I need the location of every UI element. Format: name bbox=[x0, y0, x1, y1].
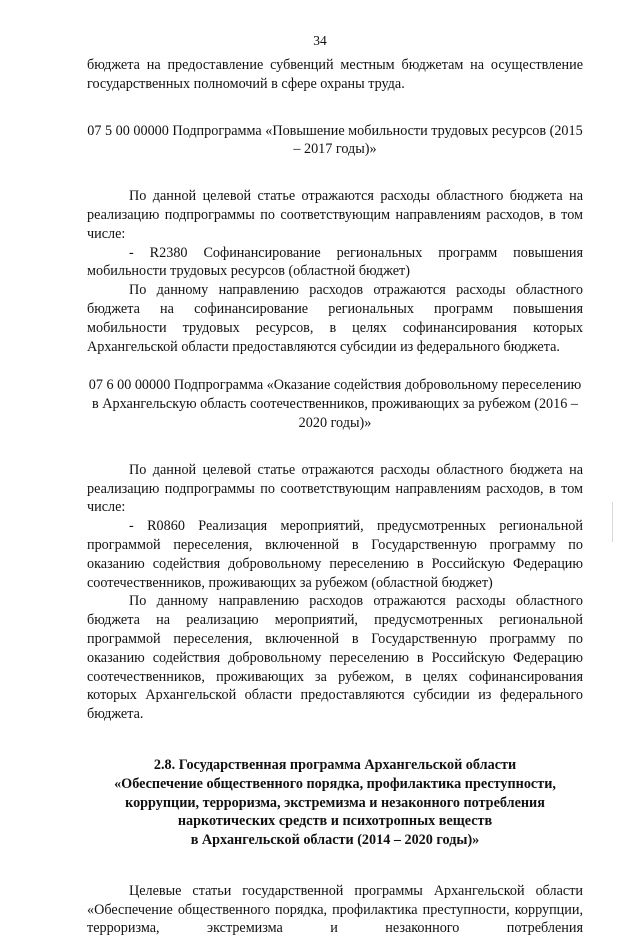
section-heading-line: «Обеспечение общественного порядка, профилактика преступности, bbox=[114, 775, 556, 792]
intro-paragraph: бюджета на предоставление субвенций местным бюджетам на осуществление государственных полномочий в сфере охраны труда. bbox=[87, 57, 583, 92]
subprogram-07-5-item-r2380-description: По данному направлению расходов отражаются расходы областного бюджета на софинансирование региональных программ повышения мобильности трудовых ресурсов, в целях софинансирования которых Архангельской области предоставляются субсидии из федерального бюджета. bbox=[87, 282, 583, 355]
subprogram-07-5-description: По данной целевой статье отражаются расходы областного бюджета на реализацию подпрограммы по соответствующим направлениям расходов, в том числе: bbox=[87, 188, 583, 242]
section-heading-line: наркотических средств и психотропных веществ bbox=[177, 813, 493, 830]
section-heading-2-8 bbox=[87, 756, 583, 850]
scan-artifact bbox=[612, 502, 613, 542]
document-body bbox=[87, 56, 583, 938]
subprogram-07-5-item-r2380: - R2380 Софинансирование региональных программ повышения мобильности трудовых ресурсов (областной бюджет) bbox=[87, 244, 583, 280]
subprogram-heading-07-5: 07 5 00 00000 Подпрограмма «Повышение мобильности трудовых ресурсов (2015 – 2017 годы)» bbox=[87, 122, 583, 158]
section-2-8-intro: Целевые статьи государственной программы Архангельской области «Обеспечение общественного порядка, профилактика преступности, коррупции, терроризма, экстремизма и незаконного потребления bbox=[87, 882, 583, 937]
subprogram-07-6-item-r0860: - R0860 Реализация мероприятий, предусмотренных региональной программой переселения, включенной в Государственную программу по оказанию содействия добровольному переселению в Российскую Федерацию соотечественников, проживающих за рубежом (областной бюджет) bbox=[87, 518, 583, 591]
section-heading-line: в Архангельской области (2014 – 2020 годы)» bbox=[190, 832, 480, 849]
section-heading-line: 2.8. Государственная программа Архангельской области bbox=[153, 756, 517, 773]
subprogram-heading-07-6: 07 6 00 00000 Подпрограмма «Оказание содействия добровольному переселению в Архангельскую область соотечественников, проживающих за рубежом (2016 – 2020 годы)» bbox=[88, 377, 582, 431]
subprogram-07-6-item-r0860-description: По данному направлению расходов отражаются расходы областного бюджета на реализацию мероприятий, предусмотренных региональной программой переселения, включенной в Государственную программу по оказанию содействия добровольному переселению в Российскую Федерацию соотечественников, проживающих за рубежом, в целях софинансирования которых Архангельской области предоставляются субсидии из федерального бюджета. bbox=[87, 593, 583, 723]
subprogram-07-6-description: По данной целевой статье отражаются расходы областного бюджета на реализацию подпрограммы по соответствующим направлениям расходов, в том числе: bbox=[87, 461, 583, 516]
section-heading-line: коррупции, терроризма, экстремизма и незаконного потребления bbox=[125, 794, 545, 811]
page-number: 34 bbox=[313, 33, 327, 48]
